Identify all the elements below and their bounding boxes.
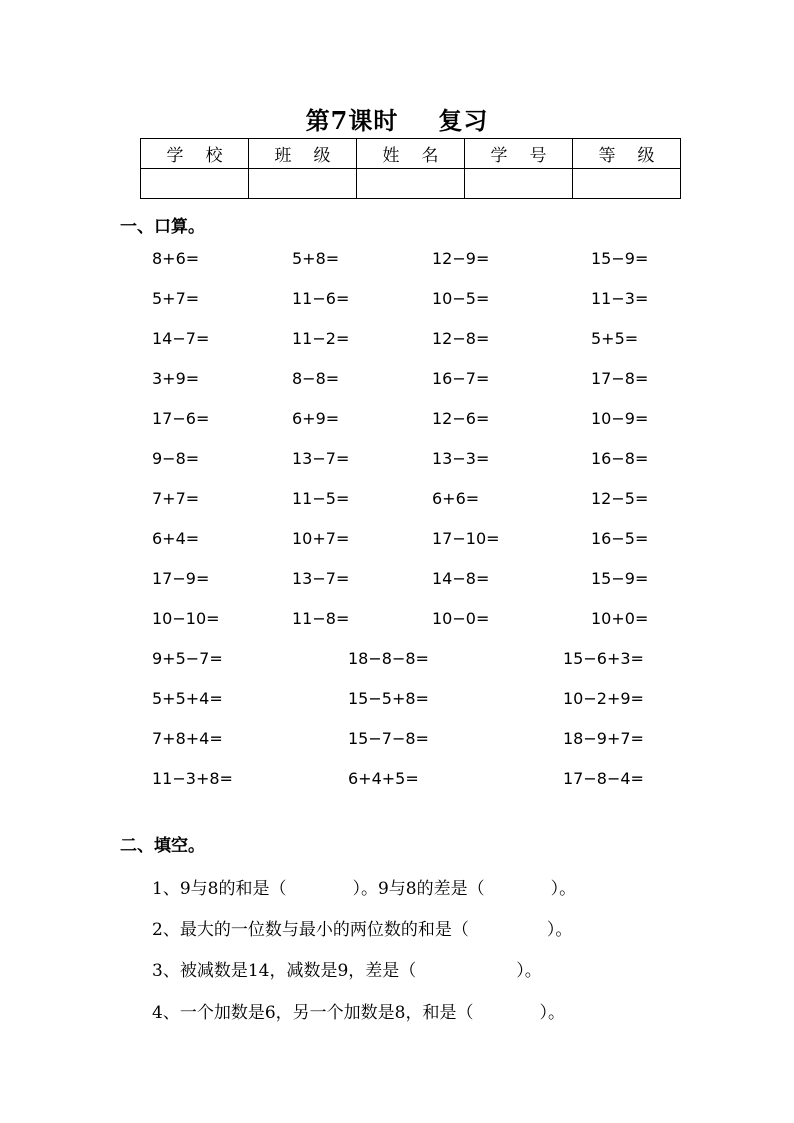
oral-problem-3term: 6+4+5= — [348, 769, 419, 788]
oral-problem: 3+9= — [152, 369, 200, 388]
oral-problem: 11−6= — [292, 289, 350, 308]
header-school: 学校 — [141, 139, 249, 169]
field-school[interactable] — [141, 169, 249, 199]
oral-problem: 15−9= — [591, 569, 649, 588]
oral-problem-3term: 15−6+3= — [563, 649, 644, 668]
section1-heading: 一、口算。 — [120, 217, 205, 237]
oral-problem-3term: 15−5+8= — [348, 689, 429, 708]
title-main: 第7课时 — [305, 106, 399, 135]
oral-problem-3term: 5+5+4= — [152, 689, 223, 708]
oral-problem: 12−8= — [432, 329, 490, 348]
oral-problem: 11−8= — [292, 609, 350, 628]
oral-problem: 8−8= — [292, 369, 340, 388]
section2-heading: 二、填空。 — [120, 836, 205, 856]
field-student-id[interactable] — [465, 169, 573, 199]
oral-problem: 6+4= — [152, 529, 200, 548]
field-class[interactable] — [249, 169, 357, 199]
oral-problem: 10+7= — [292, 529, 350, 548]
student-info-table — [140, 138, 681, 199]
oral-problem: 11−3= — [591, 289, 649, 308]
oral-problem: 11−2= — [292, 329, 350, 348]
oral-problem-3term: 18−8−8= — [348, 649, 429, 668]
oral-problem: 16−7= — [432, 369, 490, 388]
oral-problem: 10+0= — [591, 609, 649, 628]
oral-problem: 11−5= — [292, 489, 350, 508]
oral-problem: 9−8= — [152, 449, 200, 468]
oral-problem-3term: 17−8−4= — [563, 769, 644, 788]
fill-question-1: 1、9与8的和是（ ）。9与8的差是（ ）。 — [152, 879, 577, 899]
oral-problem: 12−5= — [591, 489, 649, 508]
oral-problem: 16−8= — [591, 449, 649, 468]
oral-problem-3term: 10−2+9= — [563, 689, 644, 708]
oral-problem: 8+6= — [152, 249, 200, 268]
page-title — [0, 101, 794, 136]
header-name: 姓名 — [357, 139, 465, 169]
oral-problem: 13−3= — [432, 449, 490, 468]
oral-problem: 12−6= — [432, 409, 490, 428]
oral-problem: 13−7= — [292, 449, 350, 468]
oral-problem: 5+8= — [292, 249, 340, 268]
oral-problem-3term: 11−3+8= — [152, 769, 233, 788]
oral-problem: 12−9= — [432, 249, 490, 268]
oral-problem: 17−9= — [152, 569, 210, 588]
oral-problem: 6+6= — [432, 489, 480, 508]
oral-problem: 10−9= — [591, 409, 649, 428]
oral-problem: 13−7= — [292, 569, 350, 588]
header-student-id: 学号 — [465, 139, 573, 169]
oral-problem: 17−8= — [591, 369, 649, 388]
title-sub: 复习 — [438, 106, 489, 135]
field-grade[interactable] — [573, 169, 681, 199]
header-grade: 等级 — [573, 139, 681, 169]
fill-question-4: 4、一个加数是6，另一个加数是8，和是（ ）。 — [152, 1003, 565, 1023]
fill-question-2: 2、最大的一位数与最小的两位数的和是（ ）。 — [152, 920, 573, 940]
field-name[interactable] — [357, 169, 465, 199]
oral-problem-3term: 7+8+4= — [152, 729, 223, 748]
oral-problem: 17−6= — [152, 409, 210, 428]
header-class: 班级 — [249, 139, 357, 169]
oral-problem: 6+9= — [292, 409, 340, 428]
oral-problem: 5+5= — [591, 329, 639, 348]
oral-problem-3term: 15−7−8= — [348, 729, 429, 748]
oral-problem: 14−7= — [152, 329, 210, 348]
oral-problem: 14−8= — [432, 569, 490, 588]
oral-problem: 15−9= — [591, 249, 649, 268]
oral-problem: 16−5= — [591, 529, 649, 548]
oral-problem: 10−10= — [152, 609, 220, 628]
oral-problem-3term: 9+5−7= — [152, 649, 223, 668]
oral-problem: 10−5= — [432, 289, 490, 308]
oral-problem: 7+7= — [152, 489, 200, 508]
oral-problem-3term: 18−9+7= — [563, 729, 644, 748]
oral-problem: 10−0= — [432, 609, 490, 628]
oral-problem: 17−10= — [432, 529, 500, 548]
fill-question-3: 3、被减数是14，减数是9，差是（ ）。 — [152, 961, 542, 981]
oral-problem: 5+7= — [152, 289, 200, 308]
